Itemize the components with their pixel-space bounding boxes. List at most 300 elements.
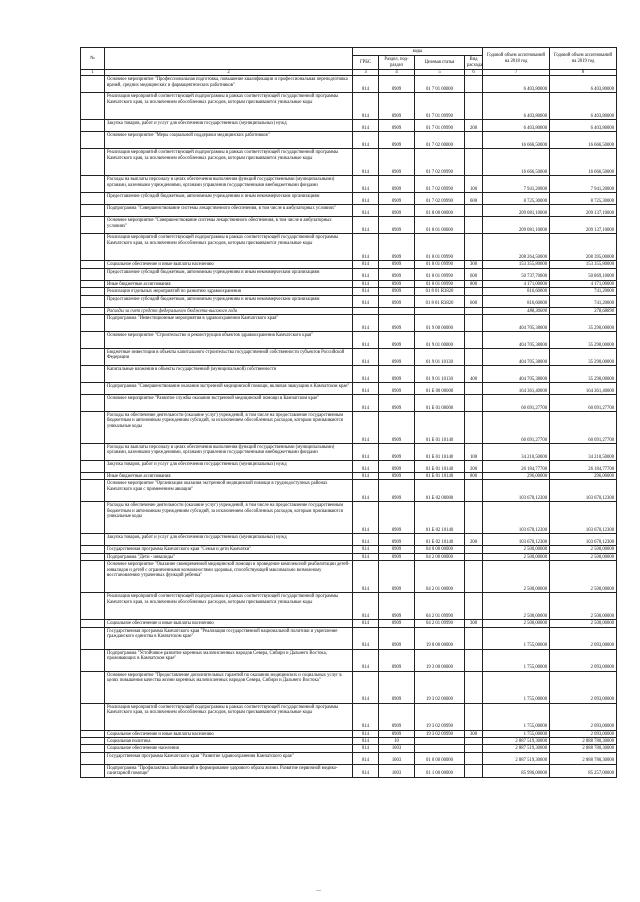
row-number xyxy=(81,764,105,777)
header-2018: Годовой объем ассигнований на 2018 год xyxy=(483,48,550,70)
row-amount-2018: 488,30000 xyxy=(483,307,550,314)
row-vid xyxy=(465,76,483,93)
row-vid xyxy=(465,349,483,366)
row-number xyxy=(81,193,105,205)
table-row xyxy=(81,480,617,502)
row-vid xyxy=(465,383,483,395)
row-name: Бюджетные инвестиции в объекты капитального строительства государственной собственности субъектов Российской Федерации xyxy=(105,349,353,366)
row-vid xyxy=(465,288,483,295)
row-amount-2019: 103 670,12300 xyxy=(550,502,617,534)
row-amount-2018: 1 755,00000 xyxy=(483,671,550,703)
row-razdel: 0909 xyxy=(379,234,415,261)
row-amount-2018: 404 705,38000 xyxy=(483,349,550,366)
row-grbs: 814 xyxy=(353,671,379,703)
table-row xyxy=(81,502,617,534)
row-amount-2019: 2 093,00000 xyxy=(550,730,617,737)
row-razdel: 0909 xyxy=(379,349,415,366)
row-razdel: 0909 xyxy=(379,480,415,502)
row-razdel: 1003 xyxy=(379,764,415,777)
row-name: Основное мероприятие "Совершенствование системы лекарственного обеспечения, в том числе в амбулаторных условиях" xyxy=(105,217,353,234)
row-vid: 400 xyxy=(465,366,483,383)
row-grbs: 814 xyxy=(353,534,379,546)
row-vid xyxy=(465,745,483,752)
row-amount-2018: 209 081,10000 xyxy=(483,205,550,217)
table-row xyxy=(81,730,617,737)
row-name: Основное мероприятие "Развитие службы оказания экстренной медицинской помощи в Камчатском крае" xyxy=(105,395,353,412)
row-amount-2019: 741,20000 xyxy=(550,288,617,295)
table-row xyxy=(81,193,617,205)
row-number xyxy=(81,649,105,671)
row-grbs: 814 xyxy=(353,268,379,280)
header-razdel: Раздел, под-раздел xyxy=(379,56,415,70)
column-number: 1 xyxy=(81,70,105,76)
row-cst: 04 2 01 00000 xyxy=(415,561,465,593)
row-grbs: 814 xyxy=(353,745,379,752)
row-grbs: 814 xyxy=(353,288,379,295)
table-row xyxy=(81,349,617,366)
row-razdel: 0909 xyxy=(379,444,415,461)
row-number xyxy=(81,366,105,383)
table-row xyxy=(81,738,617,745)
table-row xyxy=(81,280,617,287)
row-cst: 04 2 00 00000 xyxy=(415,553,465,560)
row-amount-2019: 2 500,00000 xyxy=(550,546,617,553)
row-grbs: 814 xyxy=(353,730,379,737)
row-vid xyxy=(465,703,483,730)
header-grbs: ГРБС xyxy=(353,56,379,70)
row-cst: 01 Б 02 10140 xyxy=(415,534,465,546)
row-amount-2018: 60 691,27700 xyxy=(483,412,550,444)
row-razdel: 0909 xyxy=(379,546,415,553)
row-name: Основное мероприятие "Предоставление дополнительных гарантий по оказанию медицинских и социальных услуг в целях повышения качества жизни коренных малочисленных народов Севера, Сибири и Дальнего Востока" xyxy=(105,671,353,703)
row-amount-2018: 404 705,38000 xyxy=(483,332,550,349)
row-grbs: 814 xyxy=(353,315,379,332)
row-grbs xyxy=(353,307,379,314)
row-amount-2019: 103 670,12300 xyxy=(550,480,617,502)
row-razdel: 0909 xyxy=(379,261,415,268)
row-vid xyxy=(465,553,483,560)
row-cst: 01 Б 01 10140 xyxy=(415,461,465,473)
column-number: 6 xyxy=(465,70,483,76)
row-cst: 01 9 01 10130 xyxy=(415,366,465,383)
row-cst: 01 8 01 09990 xyxy=(415,268,465,280)
row-number xyxy=(81,93,105,120)
row-razdel: 0909 xyxy=(379,268,415,280)
row-vid xyxy=(465,412,483,444)
row-razdel: 0909 xyxy=(379,383,415,395)
row-cst: 01 9 00 00000 xyxy=(415,315,465,332)
row-grbs: 814 xyxy=(353,473,379,480)
row-amount-2019: 208 395,00000 xyxy=(550,234,617,261)
row-razdel: 0909 xyxy=(379,205,415,217)
row-vid xyxy=(465,332,483,349)
row-vid: 200 xyxy=(465,461,483,473)
row-number xyxy=(81,461,105,473)
table-row xyxy=(81,149,617,176)
row-amount-2019: 8 725,30000 xyxy=(550,193,617,205)
table-row xyxy=(81,671,617,703)
row-razdel: 0909 xyxy=(379,217,415,234)
table-row xyxy=(81,93,617,120)
row-name: Подпрограмма "Профилактика заболеваний и формирование здорового образа жизни. Развитие первичной медико-санитарной помощи" xyxy=(105,764,353,777)
row-razdel: 0909 xyxy=(379,149,415,176)
table-row xyxy=(81,703,617,730)
row-razdel: 0909 xyxy=(379,671,415,703)
row-vid: 100 xyxy=(465,176,483,193)
row-amount-2018: 6 403,80000 xyxy=(483,76,550,93)
row-amount-2019: 35 290,00000 xyxy=(550,349,617,366)
row-amount-2019: 2 888 780,30000 xyxy=(550,745,617,752)
row-vid xyxy=(465,627,483,649)
row-grbs: 814 xyxy=(353,703,379,730)
row-razdel: 10 xyxy=(379,738,415,745)
budget-table-page xyxy=(80,47,616,778)
row-number xyxy=(81,738,105,745)
row-cst: 01 7 02 09990 xyxy=(415,193,465,205)
row-grbs: 814 xyxy=(353,366,379,383)
row-cst xyxy=(415,738,465,745)
row-name: Социальное обеспечение и иные выплаты населению xyxy=(105,261,353,268)
row-vid: 200 xyxy=(465,120,483,132)
row-amount-2019: 85 257,00000 xyxy=(550,764,617,777)
row-cst: 01 7 02 00000 xyxy=(415,132,465,149)
table-row xyxy=(81,627,617,649)
row-amount-2019: 2 500,00000 xyxy=(550,561,617,593)
table-row xyxy=(81,234,617,261)
row-cst: 01 7 01 09990 xyxy=(415,120,465,132)
header-num: № xyxy=(81,48,105,70)
row-amount-2018: 404 705,38000 xyxy=(483,366,550,383)
row-razdel: 0909 xyxy=(379,461,415,473)
row-vid: 100 xyxy=(465,444,483,461)
row-vid: 600 xyxy=(465,268,483,280)
row-name: Расходы на обеспечение деятельности (оказание услуг) учреждений, в том числе на предоставление государственным бюджетным и автономным учреждениям субсидий, за исключением обособленных расходов, которым присваиваются уникальные коды xyxy=(105,502,353,534)
row-amount-2019: 2 500,00000 xyxy=(550,553,617,560)
row-amount-2018: 2 500,00000 xyxy=(483,593,550,620)
row-amount-2018: 2 500,00000 xyxy=(483,546,550,553)
row-number xyxy=(81,553,105,560)
row-amount-2019: 4 171,00000 xyxy=(550,280,617,287)
row-razdel: 0909 xyxy=(379,534,415,546)
row-name: Реализация мероприятий соответствующей подпрограммы в рамках соответствующей государственной программы Камчатского края, за исключением обособленных расходов, которым присваиваются уникальные коды xyxy=(105,703,353,730)
row-grbs: 814 xyxy=(353,461,379,473)
row-cst: 01 Б 01 10140 xyxy=(415,412,465,444)
column-number: 8 xyxy=(550,70,617,76)
table-row xyxy=(81,268,617,280)
row-amount-2019: 35 290,00000 xyxy=(550,332,617,349)
row-vid: 300 xyxy=(465,620,483,627)
row-cst: 19 3 02 09990 xyxy=(415,730,465,737)
row-amount-2018: 2 887 519,30000 xyxy=(483,738,550,745)
row-number xyxy=(81,176,105,193)
row-vid: 300 xyxy=(465,261,483,268)
table-row xyxy=(81,332,617,349)
row-cst: 01 7 01 00000 xyxy=(415,76,465,93)
row-grbs: 814 xyxy=(353,261,379,268)
row-vid: 800 xyxy=(465,473,483,480)
table-row xyxy=(81,395,617,412)
row-number xyxy=(81,627,105,649)
header-name xyxy=(105,48,353,70)
row-cst: 01 9 01 00000 xyxy=(415,332,465,349)
row-razdel: 0909 xyxy=(379,280,415,287)
row-name: Социальное обеспечение и иные выплаты населению xyxy=(105,730,353,737)
row-number xyxy=(81,745,105,752)
row-number xyxy=(81,132,105,149)
row-number xyxy=(81,444,105,461)
row-number xyxy=(81,149,105,176)
row-amount-2018: 103 670,12300 xyxy=(483,480,550,502)
row-cst: 01 8 00 00000 xyxy=(415,205,465,217)
header-vid: Вид расхода xyxy=(465,56,483,70)
row-amount-2018: 85 996,00000 xyxy=(483,764,550,777)
row-amount-2019: 6 403,80000 xyxy=(550,120,617,132)
row-cst: 01 Б 01 10140 xyxy=(415,444,465,461)
row-number xyxy=(81,261,105,268)
row-cst xyxy=(415,307,465,314)
table-row xyxy=(81,315,617,332)
row-razdel: 0909 xyxy=(379,76,415,93)
header-2019: Годовой объем ассигнований на 2019 год xyxy=(550,48,617,70)
row-number xyxy=(81,234,105,261)
row-name: Реализация мероприятий соответствующей подпрограммы в рамках соответствующей государственной программы Камчатского края, за исключением обособленных расходов, которым присваиваются уникальные коды xyxy=(105,149,353,176)
row-cst: 19 3 02 00000 xyxy=(415,671,465,703)
row-number xyxy=(81,205,105,217)
row-grbs: 814 xyxy=(353,412,379,444)
row-amount-2018: 2 500,00000 xyxy=(483,561,550,593)
row-grbs: 814 xyxy=(353,132,379,149)
row-razdel: 0909 xyxy=(379,620,415,627)
row-amount-2019: 6 403,80000 xyxy=(550,93,617,120)
row-vid xyxy=(465,149,483,176)
row-name: Социальная политика xyxy=(105,738,353,745)
row-number xyxy=(81,280,105,287)
row-name: Социальное обеспечение и иные выплаты населению xyxy=(105,620,353,627)
row-vid xyxy=(465,480,483,502)
row-number xyxy=(81,752,105,764)
row-name: Предоставление субсидий бюджетным, автономным учреждениям и иным некоммерческим организациям xyxy=(105,268,353,280)
row-razdel: 0909 xyxy=(379,93,415,120)
row-cst: 01 7 02 09990 xyxy=(415,176,465,193)
row-grbs: 814 xyxy=(353,738,379,745)
row-cst: 01 8 01 R3820 xyxy=(415,288,465,295)
row-name: Реализация мероприятий соответствующей подпрограммы в рамках соответствующей государственной программы Камчатского края, за исключением обособленных расходов, которым присваиваются уникальные коды xyxy=(105,93,353,120)
row-razdel: 1003 xyxy=(379,745,415,752)
row-amount-2018: 1 755,00000 xyxy=(483,703,550,730)
row-grbs: 814 xyxy=(353,593,379,620)
row-amount-2018: 164 361,40000 xyxy=(483,383,550,395)
row-vid xyxy=(465,649,483,671)
table-row xyxy=(81,593,617,620)
row-name: Основное мероприятие "Строительство и реконструкция объектов здравоохранения Камчатского края" xyxy=(105,332,353,349)
row-grbs: 814 xyxy=(353,332,379,349)
row-amount-2018: 209 081,10000 xyxy=(483,217,550,234)
column-number: 7 xyxy=(483,70,550,76)
row-grbs: 814 xyxy=(353,149,379,176)
row-name: Закупка товаров, работ и услуг для обеспечения государственных (муниципальных) нужд xyxy=(105,534,353,546)
row-amount-2018: 8 725,30000 xyxy=(483,193,550,205)
row-amount-2018: 816,60000 xyxy=(483,295,550,307)
row-cst: 01 8 01 09990 xyxy=(415,261,465,268)
row-amount-2019: 2 093,00000 xyxy=(550,649,617,671)
row-number xyxy=(81,120,105,132)
row-number xyxy=(81,593,105,620)
row-cst: 19 0 00 00000 xyxy=(415,627,465,649)
header-codes: коды xyxy=(353,48,483,56)
row-number xyxy=(81,307,105,314)
table-row xyxy=(81,205,617,217)
row-amount-2019: 35 290,00000 xyxy=(550,315,617,332)
row-vid: 800 xyxy=(465,280,483,287)
row-number xyxy=(81,395,105,412)
row-amount-2018: 103 670,12300 xyxy=(483,534,550,546)
table-row xyxy=(81,473,617,480)
row-number xyxy=(81,620,105,627)
table-row xyxy=(81,307,617,314)
row-grbs: 814 xyxy=(353,383,379,395)
row-name: Закупка товаров, работ и услуг для обеспечения государственных (муниципальных) нужд xyxy=(105,120,353,132)
row-amount-2018: 26 184,77700 xyxy=(483,461,550,473)
row-amount-2018: 16 666,50000 xyxy=(483,132,550,149)
row-vid xyxy=(465,315,483,332)
row-number xyxy=(81,288,105,295)
row-number xyxy=(81,315,105,332)
row-grbs: 814 xyxy=(353,444,379,461)
row-name: Подпрограмма "Совершенствование системы лекарственного обеспечения, в том числе в амбулаторных условиях" xyxy=(105,205,353,217)
row-vid xyxy=(465,671,483,703)
table-row xyxy=(81,383,617,395)
row-number xyxy=(81,730,105,737)
row-razdel: 0909 xyxy=(379,553,415,560)
row-name: Основное мероприятие "Организация оказания экстренной медицинской помощи в труднодоступных районах Камчатского края с применением авиации" xyxy=(105,480,353,502)
table-row xyxy=(81,561,617,593)
row-grbs: 814 xyxy=(353,620,379,627)
row-amount-2019: 296,00000 xyxy=(550,473,617,480)
row-razdel: 0909 xyxy=(379,295,415,307)
row-amount-2018: 816,60000 xyxy=(483,288,550,295)
row-amount-2019: 209 137,10000 xyxy=(550,217,617,234)
page-number: — xyxy=(316,889,321,894)
row-grbs: 814 xyxy=(353,561,379,593)
row-grbs: 814 xyxy=(353,280,379,287)
table-row xyxy=(81,461,617,473)
row-amount-2019: 153 355,80000 xyxy=(550,261,617,268)
row-razdel: 0909 xyxy=(379,120,415,132)
row-number xyxy=(81,412,105,444)
row-cst: 19 3 02 09990 xyxy=(415,703,465,730)
row-amount-2019: 2 888 780,30000 xyxy=(550,752,617,764)
row-vid xyxy=(465,593,483,620)
row-razdel: 0909 xyxy=(379,561,415,593)
row-razdel: 0909 xyxy=(379,176,415,193)
row-vid xyxy=(465,234,483,261)
table-row xyxy=(81,534,617,546)
row-amount-2019: 2 888 780,30000 xyxy=(550,738,617,745)
row-amount-2019: 6 403,80000 xyxy=(550,76,617,93)
table-row xyxy=(81,546,617,553)
row-grbs: 814 xyxy=(353,546,379,553)
row-vid: 600 xyxy=(465,193,483,205)
row-amount-2019: 164 361,40000 xyxy=(550,383,617,395)
row-cst: 01 Б 01 00000 xyxy=(415,395,465,412)
row-grbs: 814 xyxy=(353,234,379,261)
row-cst: 04 0 00 00000 xyxy=(415,546,465,553)
row-name: Иные бюджетные ассигнования xyxy=(105,473,353,480)
budget-table xyxy=(80,47,617,778)
table-row xyxy=(81,176,617,193)
row-cst: 01 Б 01 10140 xyxy=(415,473,465,480)
row-cst: 19 3 00 00000 xyxy=(415,649,465,671)
row-razdel: 1003 xyxy=(379,752,415,764)
row-name: Основное мероприятие "Оказание своевременной медицинской помощи и проведение комплексной реабилитации детей-инвалидов и детей с ограниченными возможностями здоровья, способствующей максимально возможному восстановлению утраченных функций ребенка" xyxy=(105,561,353,593)
row-razdel: 0909 xyxy=(379,332,415,349)
row-amount-2018: 2 887 519,30000 xyxy=(483,745,550,752)
row-amount-2018: 1 755,00000 xyxy=(483,649,550,671)
row-name: Подпрограмма "Устойчивое развитие коренных малочисленных народов Севера, Сибири и Дальнего Востока, проживающих в Камчатском крае" xyxy=(105,649,353,671)
row-razdel: 0909 xyxy=(379,193,415,205)
row-amount-2019: 378,68890 xyxy=(550,307,617,314)
row-number xyxy=(81,268,105,280)
row-number xyxy=(81,561,105,593)
row-cst: 01 9 01 10130 xyxy=(415,349,465,366)
column-number: 3 xyxy=(353,70,379,76)
row-grbs: 814 xyxy=(353,295,379,307)
row-amount-2019: 2 500,00000 xyxy=(550,620,617,627)
row-amount-2019: 209 137,10000 xyxy=(550,205,617,217)
row-name: Государственная программа Камчатского края "Развитие здравоохранения Камчатского края" xyxy=(105,752,353,764)
table-row xyxy=(81,217,617,234)
row-razdel: 0909 xyxy=(379,649,415,671)
row-name: Государственная программа Камчатского края "Реализация государственной национальной политики и укрепление гражданского единства в Камчатском крае" xyxy=(105,627,353,649)
row-name: Расходы за счет средств федерального бюджета-высокого года xyxy=(105,307,353,314)
table-row xyxy=(81,764,617,777)
row-number xyxy=(81,76,105,93)
table-row xyxy=(81,752,617,764)
row-cst: 01 8 01 R3820 xyxy=(415,295,465,307)
row-amount-2018: 2 500,00000 xyxy=(483,553,550,560)
row-name: Реализация отдельных мероприятий по развитию здравоохранения xyxy=(105,288,353,295)
row-cst: 01 Б 02 10140 xyxy=(415,502,465,534)
row-amount-2018: 50 737,70000 xyxy=(483,268,550,280)
row-vid xyxy=(465,93,483,120)
table-row xyxy=(81,412,617,444)
table-row xyxy=(81,261,617,268)
row-name: Капитальные вложения в объекты государственной (муниципальной) собственности xyxy=(105,366,353,383)
row-name: Расходы на выплаты персоналу в целях обеспечения выполнения функций государственными (муниципальными) органами, казенными учреждениями, органами управления государственными внебюджетными фондами xyxy=(105,444,353,461)
row-grbs: 814 xyxy=(353,553,379,560)
row-amount-2019: 50 869,10000 xyxy=(550,268,617,280)
row-grbs: 814 xyxy=(353,764,379,777)
row-name: Социальное обеспечение населения xyxy=(105,745,353,752)
row-amount-2018: 6 403,80000 xyxy=(483,93,550,120)
row-vid xyxy=(465,764,483,777)
row-amount-2018: 296,00000 xyxy=(483,473,550,480)
row-number xyxy=(81,332,105,349)
table-row xyxy=(81,295,617,307)
table-row xyxy=(81,649,617,671)
row-razdel: 0909 xyxy=(379,315,415,332)
row-name: Предоставление субсидий бюджетным, автономным учреждениям и иным некоммерческим организациям xyxy=(105,295,353,307)
table-row xyxy=(81,120,617,132)
row-vid: 300 xyxy=(465,730,483,737)
row-name: Расходы на обеспечение деятельности (оказание услуг) учреждений, в том числе на предоставление государственным бюджетным и автономным учреждениям субсидий, за исключением обособленных расходов, которым присваиваются уникальные коды xyxy=(105,412,353,444)
row-razdel: 0909 xyxy=(379,593,415,620)
row-amount-2019: 2 093,00000 xyxy=(550,671,617,703)
table-row xyxy=(81,288,617,295)
row-number xyxy=(81,534,105,546)
row-grbs: 814 xyxy=(353,502,379,534)
column-number: 2 xyxy=(105,70,353,76)
